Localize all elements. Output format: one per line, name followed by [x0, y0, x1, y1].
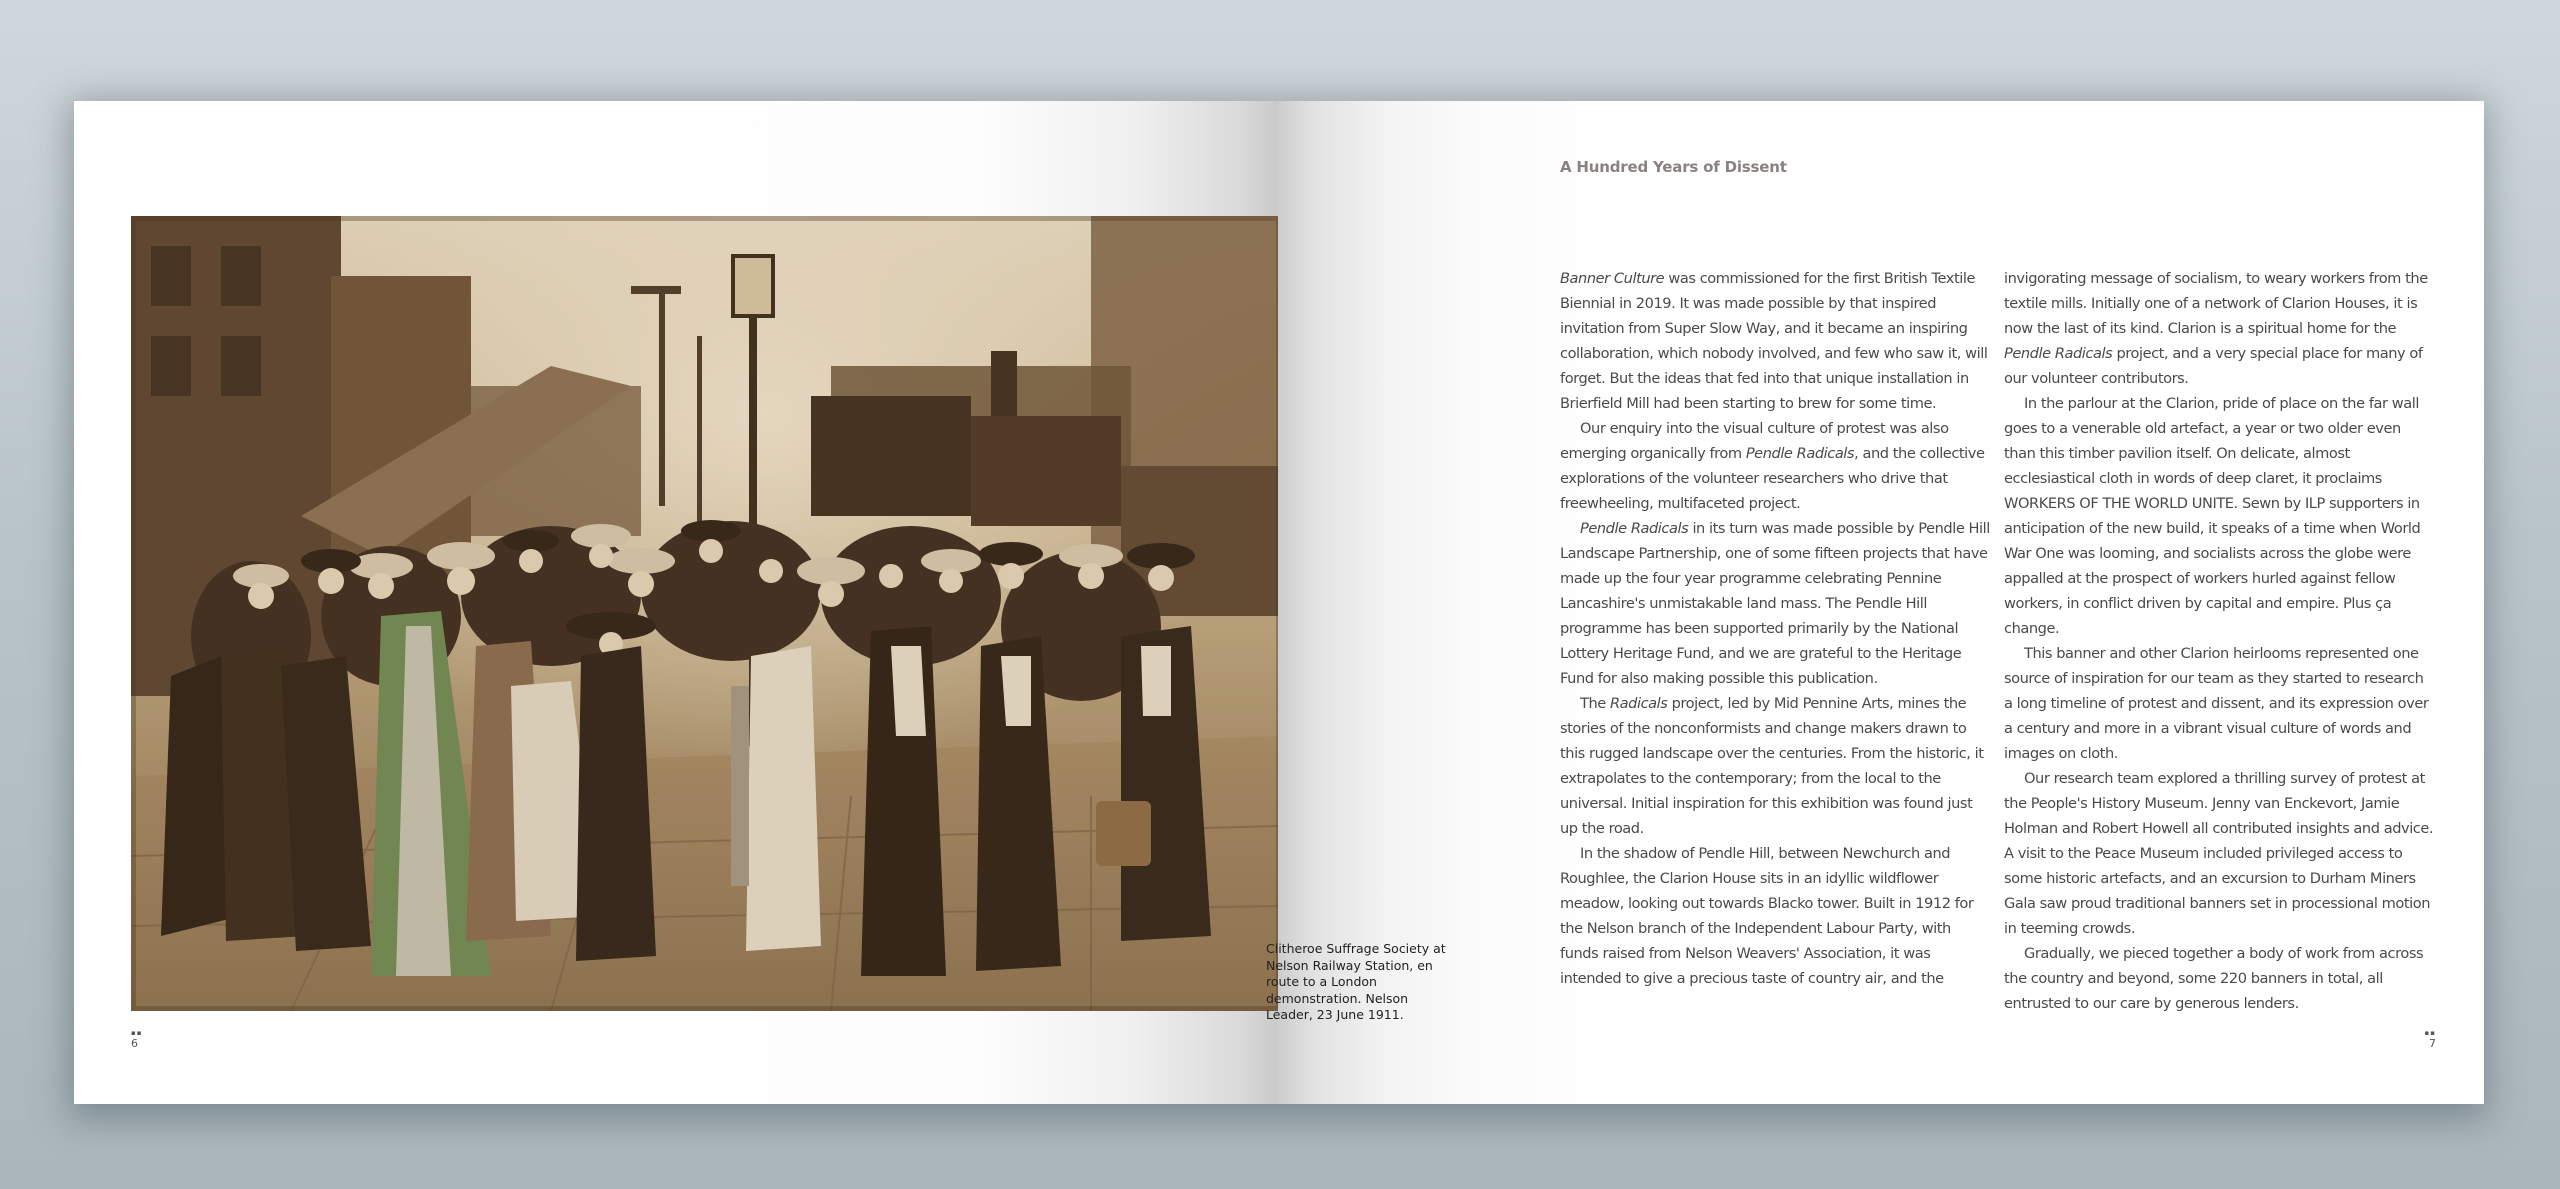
paragraph	[2004, 641, 2434, 766]
paragraph-text: Our research team explored a thrilling survey of protest at the People's History Museum. Jenny van Enckevort, Jamie Holman and Robert Howell all contributed insights and advice. A visit to the Peace Museum included privileged access to some historic artefacts, and an excursion to Durham Miners Gala saw proud traditional banners set in processional motion in teeming crowds.	[2004, 770, 2434, 937]
paragraph	[2004, 266, 2434, 391]
left-page-folio	[131, 1029, 143, 1051]
italic-title: Pendle Radicals	[1580, 520, 1689, 537]
italic-title: Banner Culture	[1560, 270, 1665, 287]
paragraph-text: project, and a very special place for many of our volunteer contributors.	[2004, 345, 2423, 387]
paragraph	[1560, 516, 1990, 691]
suffragettes-photograph	[131, 216, 1278, 1011]
paragraph-text: invigorating message of socialism, to weary workers from the textile mills. Initially one of a network of Clarion Houses, it is now the last of its kind. Clarion is a spiritual home for the	[2004, 270, 2428, 337]
left-page	[74, 101, 1278, 1104]
text-column-2	[2004, 266, 2434, 1016]
paragraph-text: Gradually, we pieced together a body of work from across the country and beyond, some 220 banners in total, all entrusted to our care by generous lenders.	[2004, 945, 2424, 1012]
paragraph-text: was commissioned for the first British Textile Biennial in 2019. It was made possible by that inspired invitation from Super Slow Way, and it became an inspiring collaboration, which nobody involved, and few who saw it, will forget. But the ideas that fed into that unique installation in Brierfield Mill had been starting to brew for some time.	[1560, 270, 1988, 412]
paragraph	[1560, 841, 1990, 991]
running-head: A Hundred Years of Dissent	[1560, 158, 1787, 176]
right-page-folio	[2425, 1029, 2437, 1051]
italic-title: Radicals	[1609, 695, 1668, 712]
photo-caption: Clitheroe Suffrage Society at Nelson Railway Station, en route to a London demonstration. Nelson Leader, 23 June 1911.	[1266, 941, 1446, 1022]
paragraph-text: in its turn was made possible by Pendle Hill Landscape Partnership, one of some fifteen projects that have made up the four year programme celebrating Pennine Lancashire's unmistakable land mass. The Pendle Hill programme has been supported primarily by the National Lottery Heritage Fund, and we are grateful to the Heritage Fund for also making possible this publication.	[1560, 520, 1990, 687]
paragraph-text: Our enquiry into the visual culture of protest was also emerging organically from	[1560, 420, 1949, 462]
paragraph-text: In the shadow of Pendle Hill, between Newchurch and Roughlee, the Clarion House sits in an idyllic wildflower meadow, looking out towards Blacko tower. Built in 1912 for the Nelson branch of the Independent Labour Party, with funds raised from Nelson Weavers' Association, it was intended to give a precious taste of country air, and the	[1560, 845, 1974, 987]
italic-title: Pendle Radicals	[2004, 345, 2113, 362]
paragraph	[2004, 391, 2434, 641]
text-column-1	[1560, 266, 1990, 991]
paragraph	[1560, 416, 1990, 516]
paragraph	[2004, 766, 2434, 941]
paragraph-text: project, led by Mid Pennine Arts, mines the stories of the nonconformists and change makers drawn to this rugged landscape over the centuries. From the historic, it extrapolates to the contemporary; from the local to the universal. Initial inspiration for this exhibition was found just up the road.	[1560, 695, 1984, 837]
paragraph-text: In the parlour at the Clarion, pride of place on the far wall goes to a venerable old artefact, a year or two older even than this timber pavilion itself. On delicate, almost ecclesiastical cloth in words of deep claret, it proclaims WORKERS OF THE WORLD UNITE. Sewn by ILP supporters in anticipation of the new build, it speaks of a time when World War One was looming, and socialists across the globe were appalled at the prospect of workers hurled against fellow workers, in conflict driven by capital and empire. Plus ça change.	[2004, 395, 2421, 637]
paragraph	[2004, 941, 2434, 1016]
paragraph	[1560, 691, 1990, 841]
folio-mark: ▪▪	[2424, 1029, 2436, 1037]
paragraph-text: , and the collective explorations of the volunteer researchers who drive that freewheeling, multifaceted project.	[1560, 445, 1985, 512]
paragraph-text: The	[1580, 695, 1610, 712]
left-page-number: 6	[131, 1037, 138, 1050]
folio-mark: ▪▪	[131, 1029, 143, 1037]
paragraph	[1560, 266, 1990, 416]
right-page-number: 7	[2429, 1037, 2436, 1050]
italic-title: Pendle Radicals	[1745, 445, 1855, 462]
paragraph-text: This banner and other Clarion heirlooms represented one source of inspiration for our team as they started to research a long timeline of protest and dissent, and its expression over a century and more in a vibrant visual culture of words and images on cloth.	[2004, 645, 2429, 762]
